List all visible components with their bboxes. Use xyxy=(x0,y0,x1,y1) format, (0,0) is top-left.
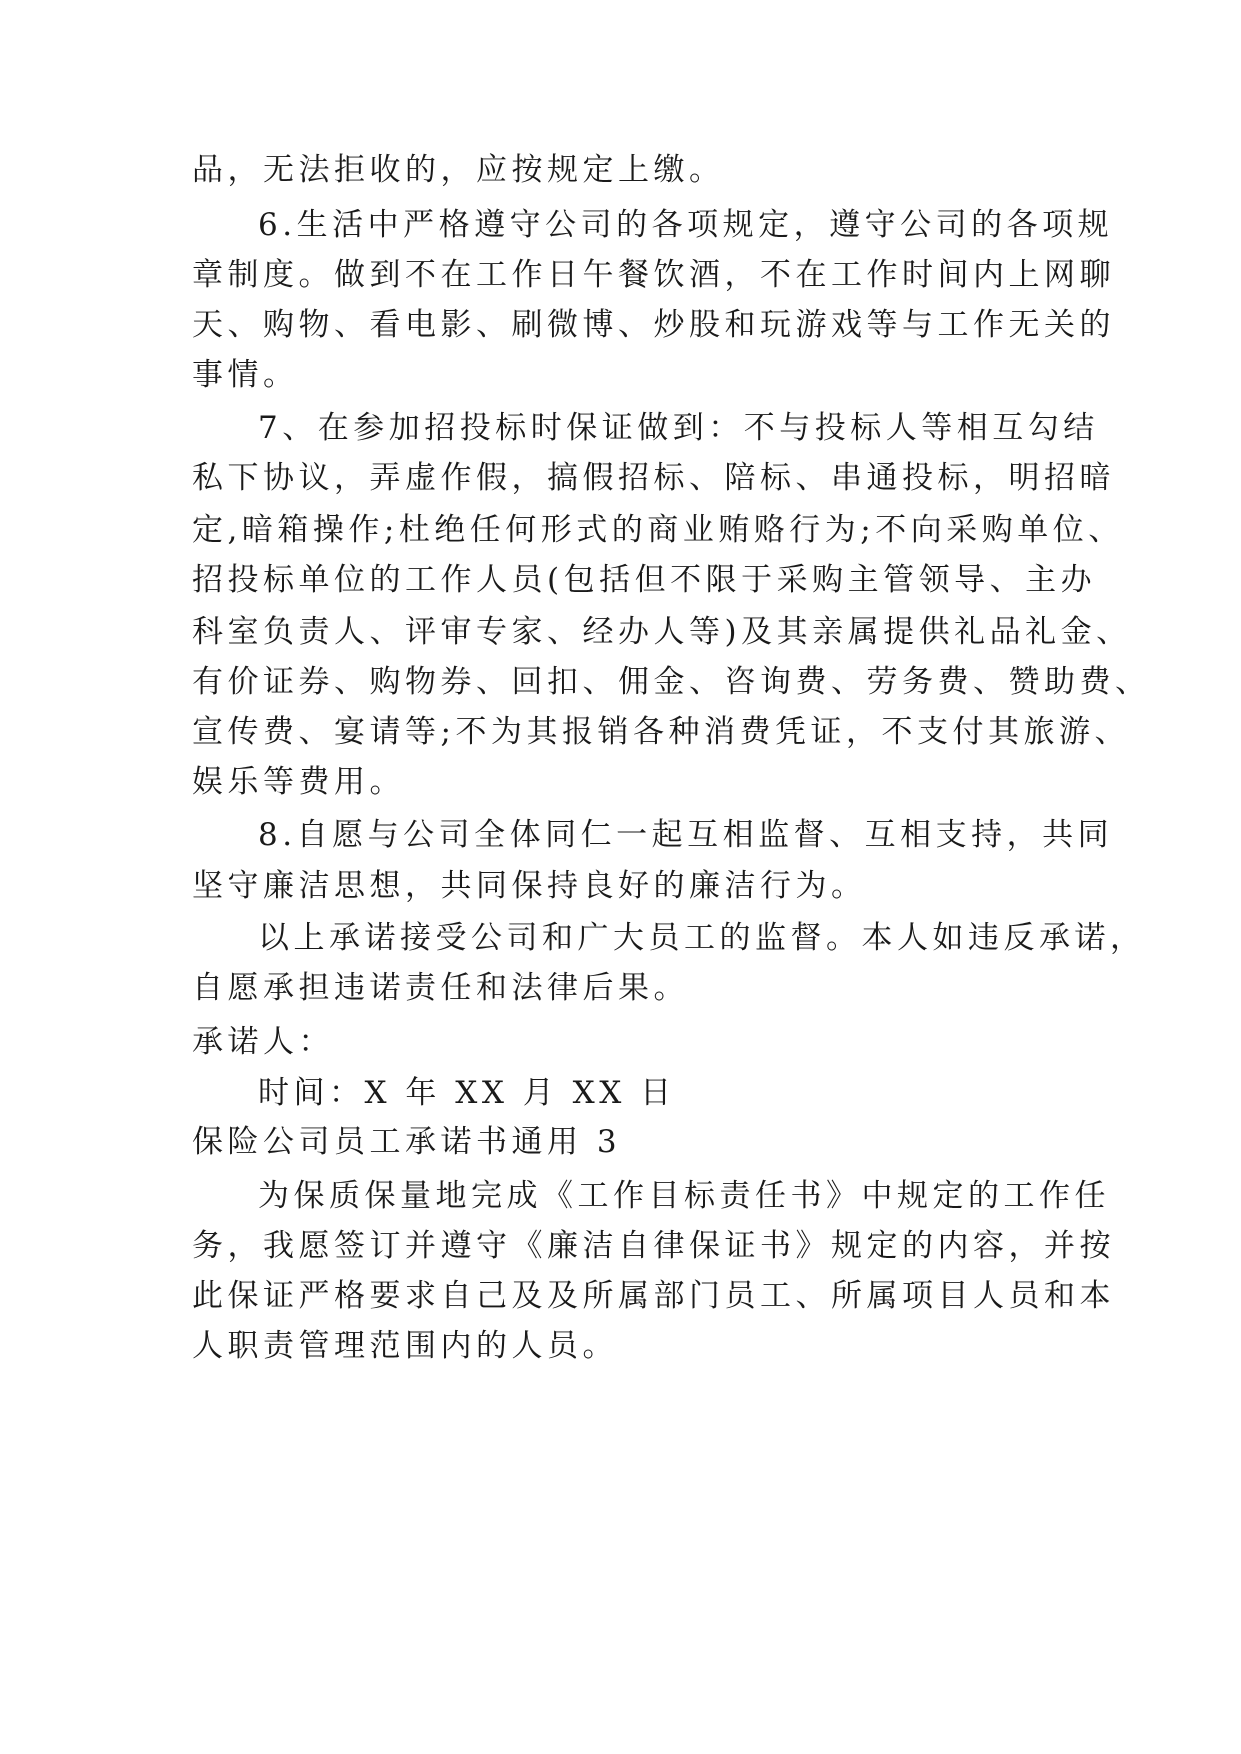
text-line: 章制度。做到不在工作日午餐饮酒，不在工作时间内上网聊 xyxy=(192,257,1115,293)
text-line: 天、购物、看电影、刷微博、炒股和玩游戏等与工作无关的 xyxy=(192,307,1115,343)
text-line: 务，我愿签订并遵守《廉洁自律保证书》规定的内容，并按 xyxy=(192,1228,1115,1264)
text-line: 品，无法拒收的，应按规定上缴。 xyxy=(192,152,725,188)
text-line: 事情。 xyxy=(192,357,299,393)
text-line: 有价证券、购物券、回扣、佣金、咨询费、劳务费、赞助费、 xyxy=(192,664,1151,700)
text-line: 坚守廉洁思想，共同保持良好的廉洁行为。 xyxy=(192,868,867,904)
text-line: 8.自愿与公司全体同仁一起互相监督、互相支持，共同 xyxy=(258,817,1114,853)
text-line: 为保质保量地完成《工作目标责任书》中规定的工作任 xyxy=(258,1178,1110,1214)
text-line: 定,暗箱操作;杜绝任何形式的商业贿赂行为;不向采购单位、 xyxy=(192,512,1124,548)
text-line: 娱乐等费用。 xyxy=(192,764,405,800)
text-line: 招投标单位的工作人员(包括但不限于采购主管领导、主办 xyxy=(192,562,1097,598)
date-line: 时间：X 年 XX 月 XX 日 xyxy=(258,1075,676,1111)
text-line: 宣传费、宴请等;不为其报销各种消费凭证，不支付其旅游、 xyxy=(192,714,1130,750)
text-line: 7、在参加招投标时保证做到：不与投标人等相互勾结 xyxy=(258,410,1099,446)
text-line: 私下协议，弄虚作假，搞假招标、陪标、串通投标，明招暗 xyxy=(192,460,1115,496)
signer-label: 承诺人： xyxy=(192,1024,334,1060)
text-line: 以上承诺接受公司和广大员工的监督。本人如违反承诺， xyxy=(258,920,1146,956)
text-line: 人职责管理范围内的人员。 xyxy=(192,1328,618,1364)
text-line: 6.生活中严格遵守公司的各项规定，遵守公司的各项规 xyxy=(258,207,1114,243)
text-line: 自愿承担违诺责任和法律后果。 xyxy=(192,970,689,1006)
text-line: 科室负责人、评审专家、经办人等)及其亲属提供礼品礼金、 xyxy=(192,614,1132,650)
text-line: 此保证严格要求自己及及所属部门员工、所属项目人员和本 xyxy=(192,1278,1115,1314)
section-heading: 保险公司员工承诺书通用 3 xyxy=(192,1124,622,1160)
